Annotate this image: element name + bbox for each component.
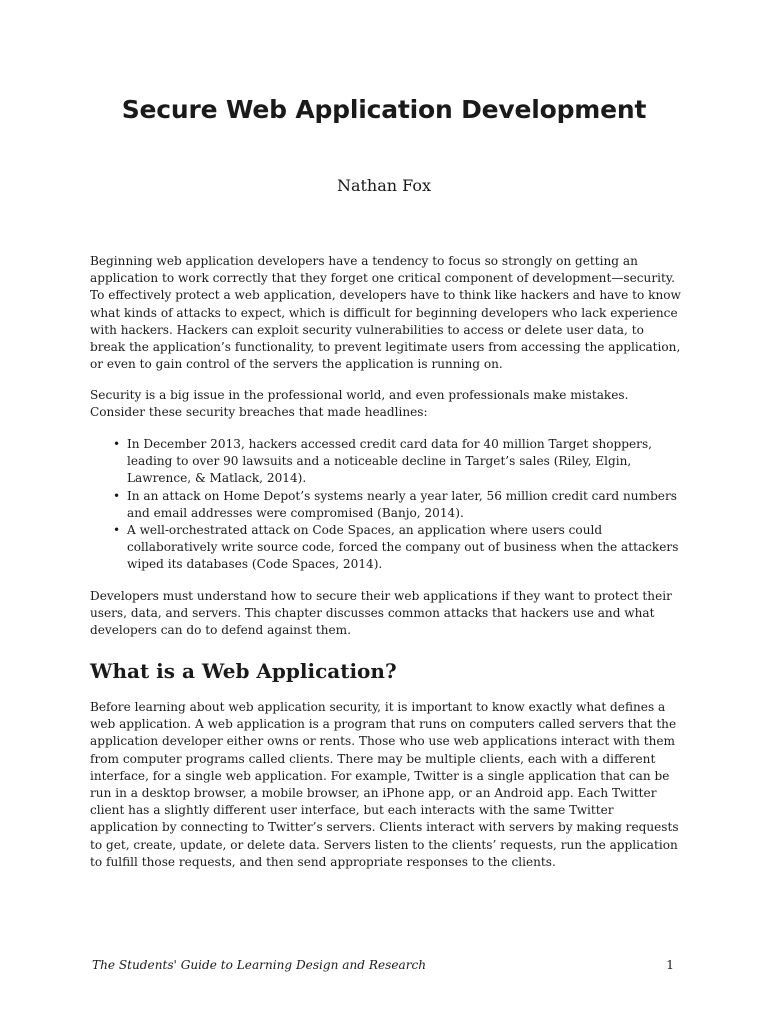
page-number: 1 [666,958,674,972]
section-paragraph: Before learning about web application security, it is important to know exactly what defines a web application. A web application is a program that runs on computers called servers that the application developer either owns or rents. Those who use web applications interact with them from computer programs called clients. There may be multiple clients, each with a different interface, for a single web application. For example, Twitter is a single application that can be run in a desktop browser, a mobile browser, an iPhone app, or an Android app. Each Twitter client has a slightly different user interface, but each interacts with the same Twitter application by connecting to Twitter’s servers. Clients interact with servers by making requests to get, create, update, or delete data. Servers listen to the clients’ requests, run the application to fulfill those requests, and then send appropriate responses to the clients. [90,700,679,869]
list-item [113,436,682,488]
bullet-icon: • [113,523,121,538]
list-item [113,488,682,522]
section-heading: What is a Web Application? [90,659,397,683]
list-item [113,522,682,574]
footer-book-title: The Students' Guide to Learning Design and Research [92,958,427,972]
bullet-icon: • [113,488,121,503]
list-item-text: In an attack on Home Depot’s systems nearly a year later, 56 million credit card numbers and email addresses were compromised (Banjo, 2014). [127,488,677,520]
list-item-text: A well-orchestrated attack on Code Spaces, an application where users could collaboratively write source code, forced the company out of business when the attackers wiped its databases (Code Spaces, 2014). [127,523,679,572]
author-name: Nathan Fox [336,176,432,195]
breaches-list [113,436,682,574]
list-item-text: In December 2013, hackers accessed credit card data for 40 million Target shoppers, leading to over 90 lawsuits and a noticeable decline in Target’s sales (Riley, Elgin, Lawrence, & Matlack, 2014). [127,437,652,486]
conclusion-paragraph: Developers must understand how to secure their web applications if they want to protect their users, data, and servers. This chapter discusses common attacks that hackers use and what developers can do to defend against them. [90,589,672,638]
bullet-icon: • [113,437,121,451]
breaches-intro-paragraph: Security is a big issue in the professional world, and even professionals make mistakes. Consider these security breaches that made headlines: [90,388,629,420]
document-title: Secure Web Application Development [121,95,647,124]
intro-paragraph: Beginning web application developers have a tendency to focus so strongly on getting an application to work correctly that they forget one critical component of development—security. To effectively protect a web application, developers have to think like hackers and have to know what kinds of attacks to expect, which is difficult for beginning developers who lack experience with hackers. Hackers can exploit security vulnerabilities to access or delete user data, to break the application’s functionality, to prevent legitimate users from accessing the application, or even to gain control of the servers the application is running on. [90,254,681,372]
